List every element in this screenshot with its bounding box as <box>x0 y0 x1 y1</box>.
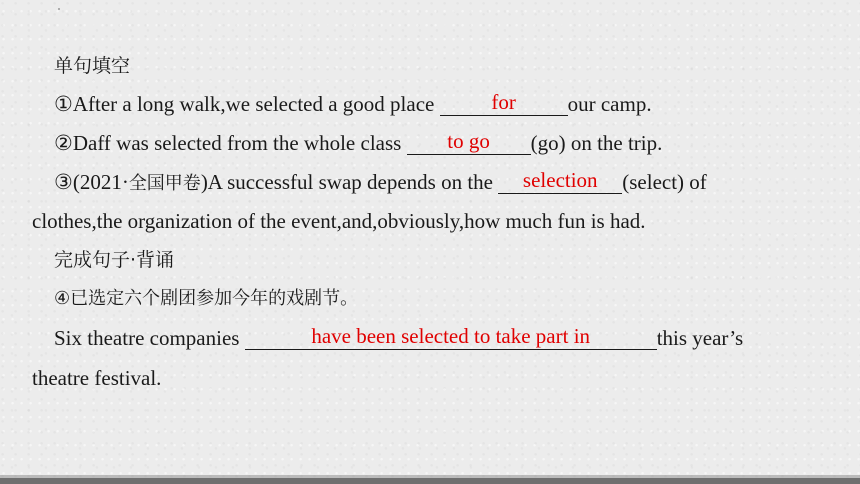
question-2-prefix: ②Daff was selected from the whole class <box>54 131 407 155</box>
question-3-line-2: clothes,the organization of the event,and,obviously,how much fun is had. <box>32 209 646 233</box>
question-4-line-2: theatre festival. <box>32 366 162 390</box>
question-4-blank <box>245 324 657 350</box>
question-3-prefix: )A successful swap depends on the <box>200 170 499 194</box>
section-title-fill-blank: 单句填空 <box>54 55 131 77</box>
question-4-prefix: Six theatre companies <box>54 326 245 350</box>
question-1-answer: for <box>491 90 516 114</box>
question-2-blank <box>407 129 531 155</box>
question-2 <box>54 129 662 157</box>
question-3-number: ③(2021· <box>54 170 129 194</box>
question-4-answer: have been selected to take part in <box>311 324 591 348</box>
question-3-suffix: (select) of <box>622 170 707 194</box>
question-2-suffix: (go) on the trip. <box>530 131 663 155</box>
question-3-source: 全国甲卷 <box>128 173 201 194</box>
question-4-prompt: ④已选定六个剧团参加今年的戏剧节。 <box>54 288 359 309</box>
question-1 <box>54 90 652 118</box>
bottom-bar <box>0 478 860 484</box>
question-1-prefix: ①After a long walk,we selected a good place <box>54 92 440 116</box>
question-3-blank <box>498 168 622 194</box>
question-4 <box>54 324 743 352</box>
question-1-suffix: our camp. <box>567 92 652 116</box>
question-2-answer: to go <box>447 129 490 153</box>
question-4-suffix: this year’s <box>656 326 744 350</box>
question-3-answer: selection <box>522 168 598 192</box>
question-3 <box>54 168 707 198</box>
section-title-complete-sentence: 完成句子·背诵 <box>54 249 175 271</box>
question-1-blank <box>440 90 568 116</box>
